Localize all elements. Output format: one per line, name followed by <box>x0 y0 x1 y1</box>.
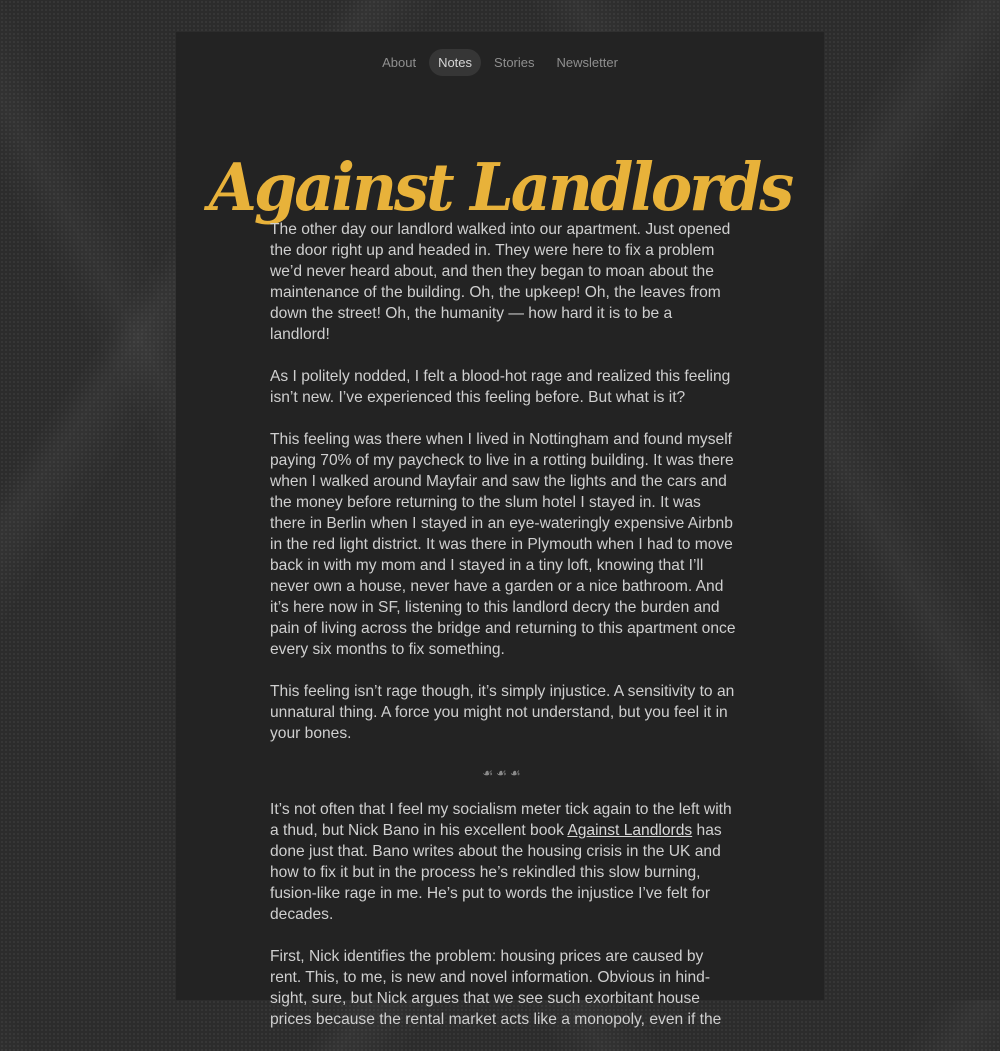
paragraph-3: This feeling was there when I lived in Nottingham and found myself paying 70% of my paycheck to live in a rotting building. It was there when I walked around Mayfair and saw the lights and the cars and the money before returning to the slum hotel I stayed in. It was there in Berlin when I stayed in an eye-wateringly expensive Airbnb in the red light district. It was there in Plymouth when I had to move back in with my mom and I stayed in a tiny loft, knowing that I’ll never own a house, never have a garden or a nice bathroom. And it’s here now in SF, listening to this landlord decry the burden and pain of living across the bridge and returning to this apartment once every six months to fix something. <box>270 431 736 658</box>
paragraph-4: This feeling isn’t rage though, it’s simply injustice. A sensitivity to an unnatural thing. A force you might not understand, but you feel it in your bones. <box>270 683 735 742</box>
nav-notes[interactable]: Notes <box>429 49 481 76</box>
nav-stories[interactable]: Stories <box>494 55 535 70</box>
book-link[interactable]: Against Landlords <box>567 822 693 839</box>
paragraph-6: First, Nick identifies the problem: housing prices are caused by rent. This, to me, is new and novel information. Obvious in hind-sight, sure, but Nick argues that we see such exorbitant house prices because the rental market acts like a monopoly, even if the <box>270 948 722 1028</box>
paragraph-5 <box>270 799 736 925</box>
paragraph-2: As I politely nodded, I felt a blood-hot rage and realized this feeling isn’t new. I’ve experienced this feeling before. But what is it? <box>270 368 731 406</box>
article-title: Against Landlords <box>208 148 792 226</box>
article-body <box>270 219 736 1051</box>
top-nav <box>176 49 824 76</box>
nav-about[interactable]: About <box>382 55 417 70</box>
paragraph-5-text-after: has done just that. Bano writes about the housing crisis in the UK and how to fix it but in the process he’s rekindled this slow burning, fusion-like rage in me. He’s put to words the injustice I’ve felt for decades. <box>270 822 722 923</box>
paragraph-1: The other day our landlord walked into our apartment. Just opened the door right up and headed in. They were here to fix a problem we’d never heard about, and then they began to moan about the maintenance of the building. Oh, the upkeep! Oh, the leaves from down the street! Oh, the humanity — how hard it is to be a landlord! <box>270 221 731 343</box>
section-divider-icon: ☙☙☙ <box>482 766 524 780</box>
nav-newsletter[interactable]: Newsletter <box>556 55 618 70</box>
paragraph-5-text-before: It’s not often that I feel my socialism meter tick again to the left with a thud, but Nick Bano in his excellent book <box>270 801 732 839</box>
content-panel <box>176 32 824 1028</box>
